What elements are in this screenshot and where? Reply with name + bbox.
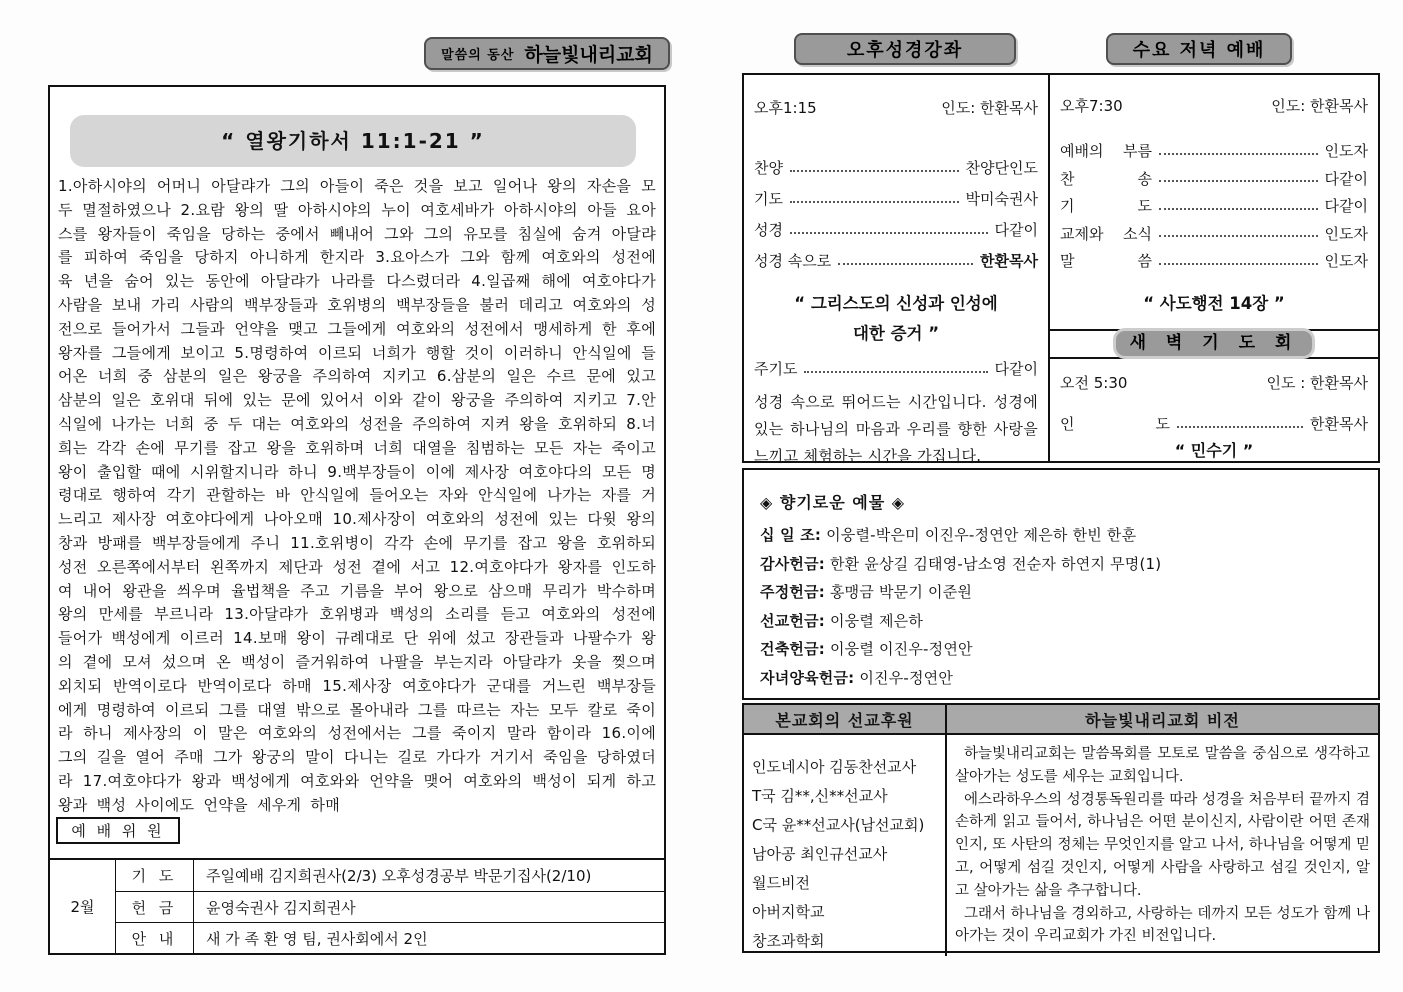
duty-row-label: 기 도 [116,860,194,891]
duty-row-value: 새 가 족 환 영 팀, 권사회에서 2인 [194,922,664,953]
order-item-label: 찬양 [754,159,783,177]
lecture-order-list [754,152,1038,276]
offering-item [760,664,1362,693]
duty-row-label: 안 내 [116,922,194,953]
church-motto-text: 말씀의 동산 [441,48,515,63]
duty-table [48,858,666,955]
dotted-leader [1159,235,1318,237]
dotted-leader [1159,208,1318,210]
mission-vision-table [742,703,1380,953]
mission-item: 아버지학교 [752,903,825,921]
dawn-sermon-title: “ 민수기 ” [1174,441,1254,460]
sermon-title-line: “ 그리스도의 신성과 인성에 [794,294,998,313]
vision-header: 하늘빛내리교회 비전 [947,705,1378,735]
offering-item [760,635,1362,664]
order-item-label: 인 도 [1060,415,1170,433]
order-item [754,183,1038,214]
offering-names: 이진우-정연안 [859,668,954,687]
order-item-label: 교제와 소식 [1060,224,1152,243]
offering-names: 한환 윤상길 김태영-남소영 전순자 하연지 무명(1) [829,554,1162,573]
offering-names: 홍맹금 박문기 이준원 [829,583,973,602]
mission-item: 월드비전 [752,874,810,892]
order-item-label: 기도 [754,190,783,208]
afternoon-lecture-header: 오후성경강좌 [794,33,1016,65]
dotted-leader [790,232,988,234]
mission-item: C국 윤**선교사(남선교회) [752,816,925,834]
lecture-sermon-title [754,289,1038,349]
offering-item [760,521,1362,550]
worship-sermon-title: “ 사도행전 14장 ” [1143,293,1285,313]
afternoon-lecture-section [744,75,1050,465]
duty-month: 2월 [50,860,116,953]
dawn-prayer-header: 새 벽 기 도 회 [1116,331,1313,356]
offering-label: 주정헌금: [760,583,825,602]
order-item-label: 주기도 [754,360,798,378]
offering-label: 건축헌금: [760,640,825,659]
wednesday-dawn-section [1050,75,1378,461]
duty-row-value: 주일예배 김지희권사(2/3) 오후성경공부 박문기집사(2/10) [206,867,592,885]
lecture-description: 성경 속으로 뛰어드는 시간입니다. 성경에 있는 하나님의 마음과 우리를 향한 사랑을 느끼고 체험하는 시간을 가집니다. [754,393,1038,465]
vision-paragraph: 그래서 하나님을 경외하고, 사랑하는 데까지 모든 성도가 함께 나아가는 것이 우리교회가 가진 비전입니다. [955,905,1370,945]
order-item-value: 인도자 [1324,252,1368,271]
order-item-label: 성경 [754,221,783,239]
offering-label: 자녀양육헌금: [760,668,855,687]
dotted-leader [804,371,987,373]
offering-names: 이웅렬 제은하 [829,611,924,630]
order-item-value: 한환목사 [1310,415,1368,433]
order-item [1060,247,1368,275]
wednesday-worship-section [1050,75,1378,331]
worship-time: 오후7:30 [1060,97,1123,115]
order-item [1060,410,1368,437]
dotted-leader [1159,180,1318,182]
order-item-value: 인도자 [1324,142,1368,161]
church-name-badge [424,37,670,70]
vision-paragraph: 에스라하우스의 성경통독원리를 따라 성경을 처음부터 끝까지 겸손하게 읽고 들어서, 하나님은 어떤 분이신지, 사람이란 어떤 존재인지, 또 사탄의 정체는 무엇인지를 알고 나서, 하나님을 어떻게 믿고, 어떻게 섬길 것인지, 어떻게 사람을 사랑하고 섬길 것인지, 알고 살아가는 삶을 추구합니다. [955,791,1370,899]
order-item-value: 다같이 [1324,197,1368,216]
order-item-value: 인도자 [1324,224,1368,243]
lecture-leader: 인도: 한환목사 [941,99,1038,117]
order-item [754,152,1038,183]
mission-list [744,735,947,956]
dotted-leader [1159,263,1318,265]
mission-header: 본교회의 선교후원 [744,705,947,735]
mission-item: 창조과학회 [752,932,825,950]
mission-item: T국 김**,신**선교사 [752,787,888,805]
order-item [754,245,1038,276]
offerings-section [742,468,1380,700]
dotted-leader [790,201,959,203]
order-item-label: 예배의 부름 [1060,142,1152,161]
dawn-prayer-header-row [1050,331,1378,359]
scripture-panel [48,85,666,955]
vision-text [947,735,1378,956]
offerings-heading: ◈ 향기로운 예물 ◈ [760,493,906,512]
mission-item: 남아공 최인규선교사 [752,845,888,863]
order-item-value: 다같이 [994,360,1038,378]
worship-leader: 인도: 한환목사 [1271,97,1368,115]
offering-names: 이웅렬 이진우-정연안 [829,640,973,659]
church-name-text: 하늘빛내리교회 [524,44,653,66]
offering-names: 이웅렬-박은미 이진우-정연안 제은하 한빈 한훈 [826,526,1137,544]
sermon-title-line: 대한 증거 ” [852,324,940,343]
order-item-value: 박미숙권사 [965,190,1038,208]
services-table [742,73,1380,463]
order-item-label: 찬 송 [1060,169,1152,188]
scripture-title: “ 열왕기하서 11:1-21 ” [70,115,636,167]
vision-paragraph: 하늘빛내리교회는 말씀목회를 모토로 말씀을 중심으로 생각하고 살아가는 성도를 세우는 교회입니다. [955,746,1370,785]
order-item-value: 한환목사 [980,252,1038,270]
offering-label: 십 일 조: [760,526,822,544]
offering-label: 감사헌금: [760,554,825,573]
duty-row-value: 윤영숙권사 김지희권사 [194,891,664,922]
order-item-value: 다같이 [1324,169,1368,188]
dotted-leader [1177,426,1303,428]
lecture-time: 오후1:15 [754,99,817,117]
wednesday-worship-header: 수요 저녁 예배 [1106,33,1292,65]
duty-row-label: 헌 금 [116,891,194,922]
offering-label: 선교헌금: [760,611,825,630]
offering-item [760,607,1362,636]
order-item [1060,165,1368,193]
order-item-label: 성경 속으로 [754,252,832,270]
dotted-leader [790,170,959,172]
scripture-text: 1.아하시야의 어머니 아달랴가 그의 아들이 죽은 것을 보고 일어나 왕의 자손을 모두 멸절하였으나 2.요람 왕의 딸 아하시야의 누이 여호세바가 아하시야의 아들 요아스를 왕자들이 죽임을 당하는 중에서 빼내어 그와 그의 유모를 침실에 숨겨 아달랴를 피하여 죽임을 당하지 아니하게 한지라 3.요아스가 그와 함께 여호와의 성전에 육 년을 숨어 있는 동안에 아달랴가 나라를 다스렸더라 4.일곱째 해에 여호야다가 사람을 보내 가리 사람의 백부장들과 호위병의 백부장들을 불러 데리고 여호와의 성전으로 들어가서 그들과 언약을 맺고 그들에게 여호와의 성전에서 맹세하게 한 후에 왕자를 그들에게 보이고 5.명령하여 이르되 너희가 행할 것이 이러하니 안식일에 들어온 너희 중 삼분의 일은 왕궁을 주의하여 지키고 6.삼분의 일은 수르 문에 있고 삼분의 일은 호위대 뒤에 있는 문에 있어서 이와 같이 왕궁을 주의하여 지키고 7.안식일에 나가는 너희 중 두 대는 여호와의 성전을 주의하여 지켜 왕을 호위하되 8.너희는 각각 손에 무기를 잡고 왕을 호위하며 너희 대열을 침범하는 모든 자는 죽이고 왕이 출입할 때에 시위할지니라 하니 9.백부장들이 이에 제사장 여호야다의 모든 명령대로 행하여 각기 관할하는 바 안식일에 들어오는 자와 안식일에 나가는 자를 거느리고 제사장 여호야다에게 나아오매 10.제사장이 여호와의 성전에 있는 다윗 왕의 창과 방패를 백부장들에게 주니 11.호위병이 각각 손에 무기를 잡고 왕을 호위하되 성전 오른쪽에서부터 왼쪽까지 제단과 성전 곁에 서고 12.여호야다가 왕자를 인도하여 내어 왕관을 씌우며 율법책을 주고 기름을 부어 왕으로 삼으매 무리가 박수하며 왕의 만세를 부르니라 13.아달랴가 호위병과 백성의 소리를 듣고 여호와의 성전에 들어가 백성에게 이르러 14.보매 왕이 규례대로 단 위에 섰고 장관들과 나팔수가 왕의 곁에 모셔 섰으며 온 백성이 즐거워하여 나팔을 부는지라 아달랴가 옷을 찢으며 외치되 반역이로다 반역이로다 하매 15.제사장 여호야다가 군대를 거느린 백부장들에게 명령하여 이르되 그를 대열 밖으로 몰아내라 그를 따르는 자는 모두 칼로 죽이라 하니 제사장의 이 말은 여호와의 성전에서는 그를 죽이지 말라 함이라 16.이에 그의 길을 열어 주매 그가 왕궁의 말이 다니는 길로 가다가 거기서 죽임을 당하였더라 17.여호야다가 왕과 백성에게 여호와와 언약을 맺어 여호와의 백성이 되게 하고 왕과 백성 사이에도 언약을 세우게 하매 [58,177,656,814]
order-item-label: 기 도 [1060,197,1152,216]
mission-item: 인도네시아 김동찬선교사 [752,758,917,776]
order-item [754,214,1038,245]
offering-item [760,550,1362,579]
dotted-leader [1159,153,1318,155]
dotted-leader [838,263,973,265]
order-item [754,354,1038,383]
worship-order-list [1060,137,1368,275]
dawn-leader: 인도 : 한환목사 [1266,374,1368,392]
order-item-value: 다같이 [994,221,1038,239]
order-item [1060,137,1368,165]
dawn-time: 오전 5:30 [1060,374,1128,392]
order-item [1060,220,1368,248]
order-item-label: 말 씀 [1060,252,1152,271]
worship-committee-label: 예 배 위 원 [56,817,180,844]
order-item-value: 찬양단인도 [965,159,1038,177]
dawn-prayer-section [1050,359,1378,461]
offering-item [760,578,1362,607]
order-item [1060,192,1368,220]
